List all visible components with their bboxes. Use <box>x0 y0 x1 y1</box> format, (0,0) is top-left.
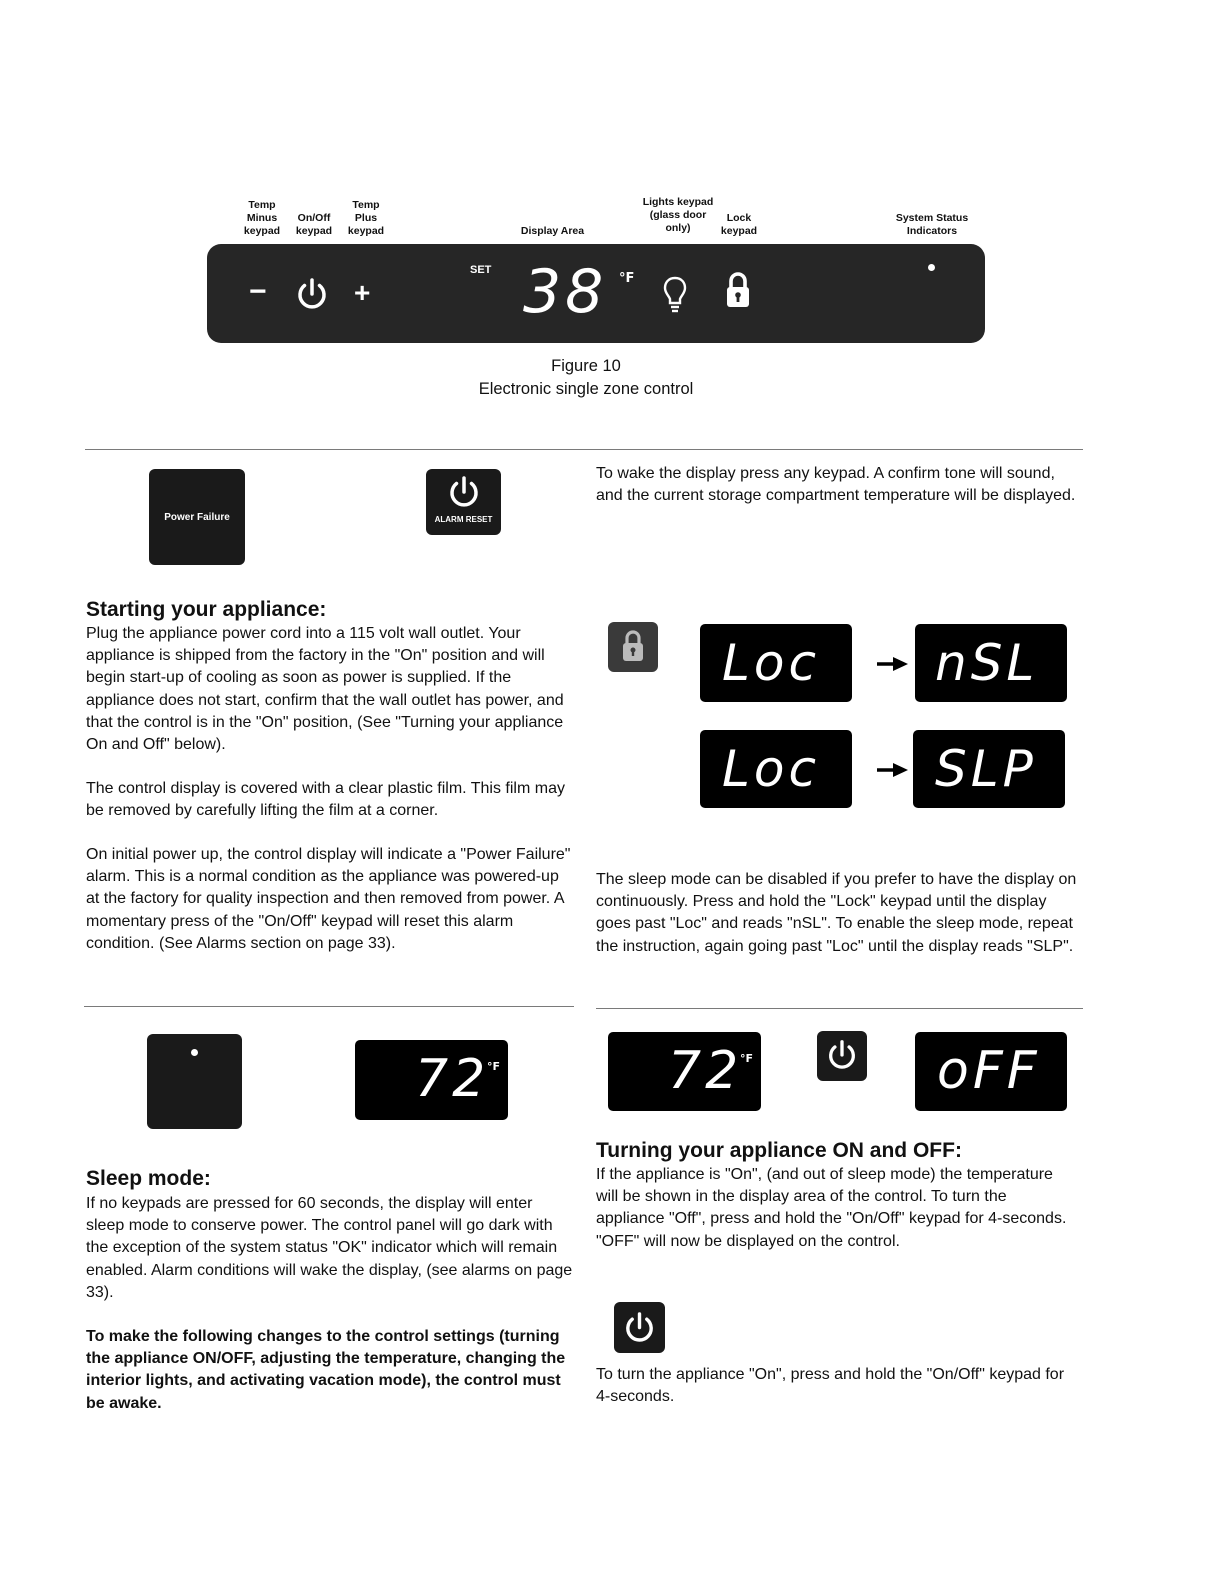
on-off-heading: Turning your appliance ON and OFF: <box>596 1139 962 1162</box>
label-temp-minus: Temp Minus keypad <box>243 199 281 237</box>
temperature-display: 38 <box>523 257 608 327</box>
control-panel <box>207 244 985 343</box>
on-off-keypad[interactable] <box>817 1031 867 1081</box>
power-icon <box>622 1310 657 1345</box>
on-off-paragraph-2: To turn the appliance "On", press and hold the "On/Off" keypad for 4-seconds. <box>596 1366 1065 1406</box>
label-on-off: On/Off keypad <box>295 212 333 237</box>
power-failure-badge <box>149 469 245 565</box>
display-text: 72 <box>415 1049 490 1109</box>
unit-indicator: °F <box>740 1052 754 1065</box>
arrow-right-icon <box>877 762 909 778</box>
lock-icon[interactable] <box>725 271 751 309</box>
power-icon <box>446 474 482 510</box>
starting-paragraph-3: On initial power up, the control display will indicate a "Power Failure" alarm. This is a normal condition as the appliance was powered-up at the factory for quality inspection and then removed from power. A momentary press of the "On/Off" keypad will reset this alarm condition. (See Alarms section on page 33). <box>86 846 571 952</box>
lock-icon <box>621 628 645 664</box>
display-text: Loc <box>722 634 820 692</box>
set-indicator: SET <box>470 264 492 276</box>
display-nsl <box>915 624 1067 702</box>
arrow-right-icon <box>877 656 909 672</box>
display-text: nSL <box>935 634 1039 692</box>
section-divider <box>84 1006 574 1007</box>
temp-display-72 <box>608 1032 761 1111</box>
wake-paragraph: To wake the display press any keypad. A confirm tone will sound, and the current storage compartment temperature will be displayed. <box>596 465 1076 505</box>
on-off-paragraph-1: If the appliance is "On", (and out of sleep mode) the temperature will be shown in the display area of the control. To turn the appliance "Off", press and hold the "On/Off" keypad for 4-seconds. "OFF" will now be displayed on the control. <box>596 1166 1067 1250</box>
starting-paragraph-2: The control display is covered with a clear plastic film. This film may be removed by carefully lifting the film at a corner. <box>86 780 565 820</box>
display-loc-2 <box>700 730 852 808</box>
label-temp-plus: Temp Plus keypad <box>347 199 385 237</box>
sleep-mode-heading: Sleep mode: <box>86 1167 211 1190</box>
label-display-area: Display Area <box>520 225 585 237</box>
temp-display-72 <box>355 1040 508 1120</box>
label-lock-keypad: Lock keypad <box>720 212 758 237</box>
display-slp <box>913 730 1065 808</box>
unit-indicator: °F <box>487 1060 501 1073</box>
figure-number: Figure 10 <box>551 357 621 375</box>
display-off <box>915 1032 1067 1111</box>
alarm-reset-label: ALARM RESET <box>434 515 493 524</box>
sleep-disable-paragraph: The sleep mode can be disabled if you prefer to have the display on continuously. Press and hold the "Lock" keypad until the display goes past "Loc" and reads "nSL". To enable the sleep mode, repeat the instruction, again going past "Loc" until the display reads "SLP". <box>596 871 1077 955</box>
system-status-indicator <box>191 1049 198 1056</box>
sleep-mode-note: To make the following changes to the control settings (turning the appliance ON/OFF, adjusting the temperature, changing the interior lights, and activating vacation mode), the control must be awake. <box>86 1328 566 1412</box>
lightbulb-icon[interactable] <box>663 276 687 314</box>
lock-keypad[interactable] <box>608 622 658 672</box>
system-status-indicator <box>928 264 935 271</box>
power-icon[interactable] <box>294 276 330 312</box>
alarm-reset-button[interactable] <box>426 469 501 535</box>
power-failure-label: Power Failure <box>164 511 230 523</box>
display-text: 72 <box>668 1041 743 1101</box>
unit-indicator: °F <box>619 271 635 286</box>
label-lights-keypad: Lights keypad (glass door only) <box>642 196 714 234</box>
temp-plus-keypad[interactable]: + <box>354 277 371 308</box>
display-text: oFF <box>937 1041 1041 1101</box>
on-off-keypad[interactable] <box>614 1302 665 1353</box>
sleep-panel <box>147 1034 242 1129</box>
display-text: Loc <box>722 740 820 798</box>
starting-paragraph-1: Plug the appliance power cord into a 115 volt wall outlet. Your appliance is shipped from the factory in the "On" position and will begin start-up of cooling as soon as power is supplied. If the appliance does not start, confirm that the wall outlet has power, and that the control is in the "On" position, (See "Turning your appliance On and Off" below). <box>86 625 564 754</box>
display-text: SLP <box>935 740 1037 798</box>
power-icon <box>825 1038 859 1072</box>
figure-caption: Electronic single zone control <box>478 380 694 398</box>
temp-minus-keypad[interactable]: − <box>249 275 267 308</box>
display-loc-1 <box>700 624 852 702</box>
section-divider <box>596 1008 1083 1009</box>
label-system-status: System Status Indicators <box>895 212 969 237</box>
section-divider <box>85 449 1083 450</box>
starting-heading: Starting your appliance: <box>86 598 327 621</box>
sleep-mode-paragraph: If no keypads are pressed for 60 seconds, the display will enter sleep mode to conserve power. The control panel will go dark with the exception of the system status "OK" indicator which will remain enabled. Alarm conditions will wake the display, (see alarms on page 33). <box>86 1195 573 1301</box>
